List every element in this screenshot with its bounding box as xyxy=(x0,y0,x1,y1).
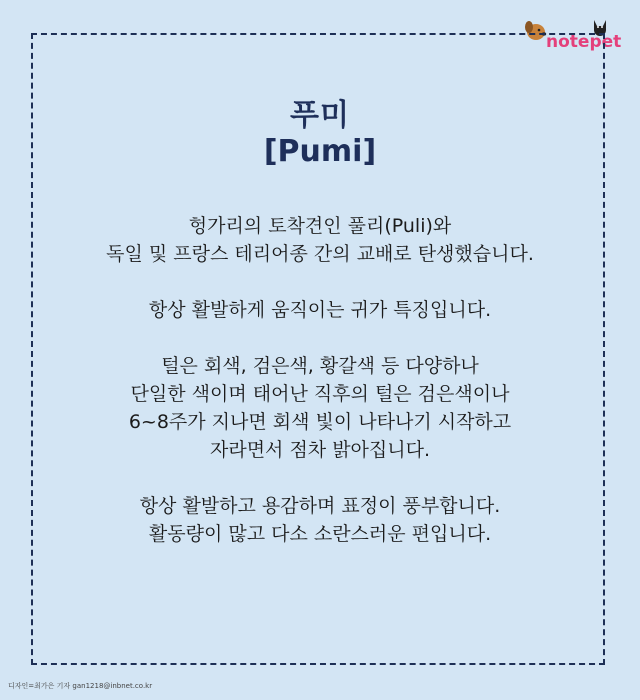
description-line: 자라면서 점차 밝아집니다. xyxy=(209,439,430,461)
breed-description xyxy=(0,212,640,548)
design-credit: 디자인=최가은 기자 gan1218@inbnet.co.kr xyxy=(8,682,153,690)
description-line: 단일한 색이며 태어난 직후의 털은 검은색이나 xyxy=(130,383,510,405)
description-line: 항상 활발하게 움직이는 귀가 특징입니다. xyxy=(148,299,492,321)
breed-title-english: [Pumi] xyxy=(263,134,377,169)
description-line: 독일 및 프랑스 테리어종 간의 교배로 탄생했습니다. xyxy=(106,243,534,265)
breed-title-korean: 푸미 xyxy=(290,98,350,133)
description-line: 헝가리의 토착견인 풀리(Puli)와 xyxy=(188,215,452,237)
description-line: 털은 회색, 검은색, 황갈색 등 다양하나 xyxy=(161,355,479,377)
logo-text: notepet xyxy=(546,32,622,52)
description-line: 활동량이 많고 다소 소란스러운 편입니다. xyxy=(148,523,492,545)
paragraph-spacer xyxy=(0,268,640,296)
paragraph-spacer xyxy=(0,464,640,492)
description-line: 6~8주가 지나면 회색 빛이 나타나기 시작하고 xyxy=(128,411,512,433)
paragraph-spacer xyxy=(0,324,640,352)
description-line: 항상 활발하고 용감하며 표정이 풍부합니다. xyxy=(139,495,501,517)
